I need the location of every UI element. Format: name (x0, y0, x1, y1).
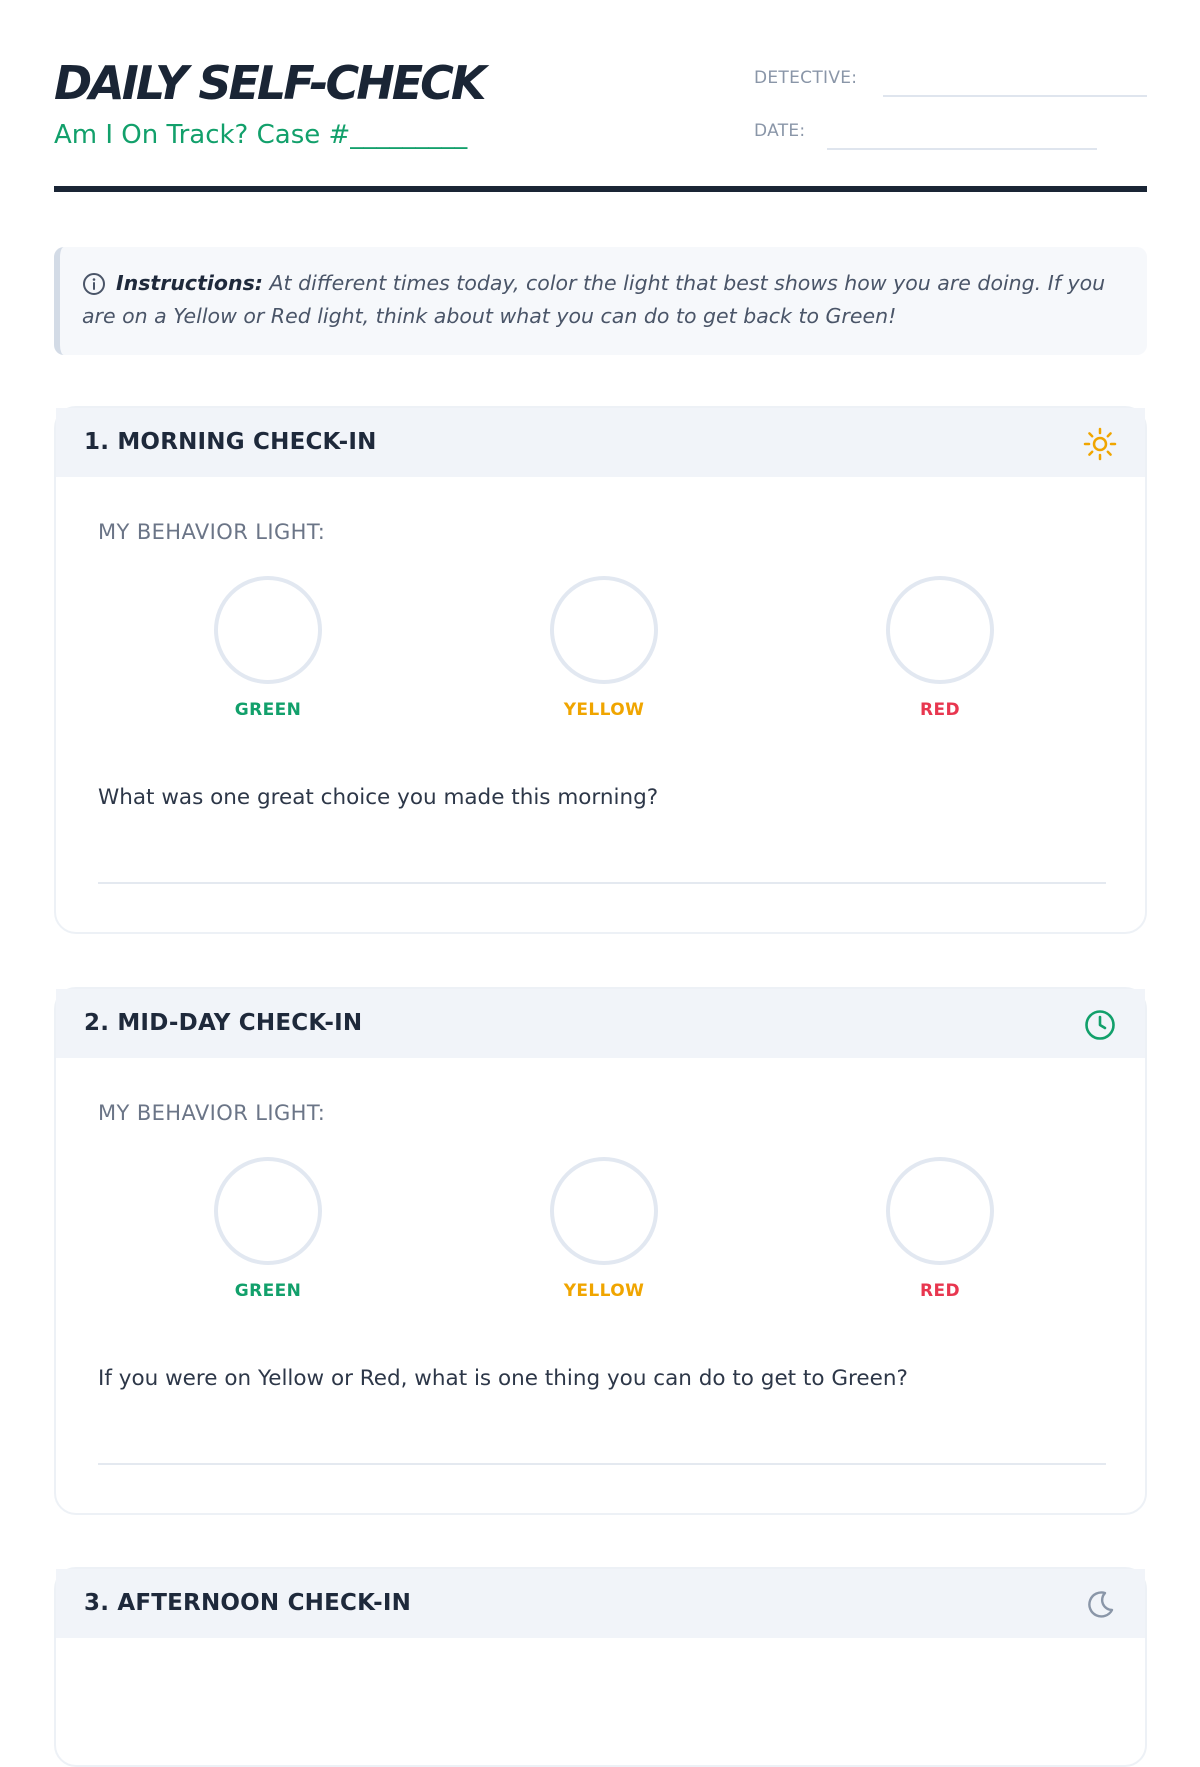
clock-icon (1083, 1008, 1117, 1042)
instructions-box (54, 247, 1147, 355)
worksheet-header (54, 50, 1147, 192)
instructions-label: Instructions: (116, 271, 263, 295)
behavior-light-label: MY BEHAVIOR LIGHT: (98, 1101, 326, 1125)
section-afternoon (54, 1567, 1147, 1767)
section-title: 3. AFTERNOON CHECK-IN (84, 1590, 412, 1616)
answer-field[interactable] (98, 1463, 1106, 1465)
yellow-light-label: YELLOW (563, 1281, 645, 1301)
section-title: 1. MORNING CHECK-IN (84, 429, 377, 455)
red-light-label: RED (919, 700, 960, 720)
section-header (56, 1569, 1145, 1638)
date-label: DATE: (754, 121, 806, 141)
sun-icon (1083, 427, 1117, 461)
behavior-light-label: MY BEHAVIOR LIGHT: (98, 520, 326, 544)
section-header (56, 989, 1145, 1058)
green-light-label: GREEN (234, 1281, 302, 1301)
page-subtitle: Am I On Track? Case #_________ (54, 120, 468, 150)
section-midday (54, 987, 1147, 1515)
moon-icon (1083, 1588, 1117, 1622)
section-question: If you were on Yellow or Red, what is one thing you can do to get to Green? (98, 1366, 908, 1391)
yellow-light-circle[interactable] (550, 1157, 658, 1265)
section-question: What was one great choice you made this morning? (98, 785, 659, 810)
header-divider (54, 186, 1147, 192)
red-light-circle[interactable] (886, 576, 994, 684)
yellow-light-circle[interactable] (550, 576, 658, 684)
green-light-label: GREEN (234, 700, 302, 720)
instructions-text: At different times today, color the light that best shows how you are doing. If you are on a Yellow or Red light, think about what you can do to get back to Green! (82, 271, 1106, 328)
detective-label: DETECTIVE: (754, 68, 858, 88)
red-light-label: RED (919, 1281, 960, 1301)
date-field[interactable] (827, 148, 1097, 150)
section-morning (54, 406, 1147, 934)
red-light-circle[interactable] (886, 1157, 994, 1265)
section-title: 2. MID-DAY CHECK-IN (84, 1010, 363, 1036)
detective-field[interactable] (883, 95, 1147, 97)
green-light-circle[interactable] (214, 576, 322, 684)
yellow-light-label: YELLOW (563, 700, 645, 720)
answer-field[interactable] (98, 882, 1106, 884)
page-title: DAILY SELF-CHECK (54, 56, 484, 110)
section-header (56, 408, 1145, 477)
green-light-circle[interactable] (214, 1157, 322, 1265)
info-icon (82, 272, 106, 296)
